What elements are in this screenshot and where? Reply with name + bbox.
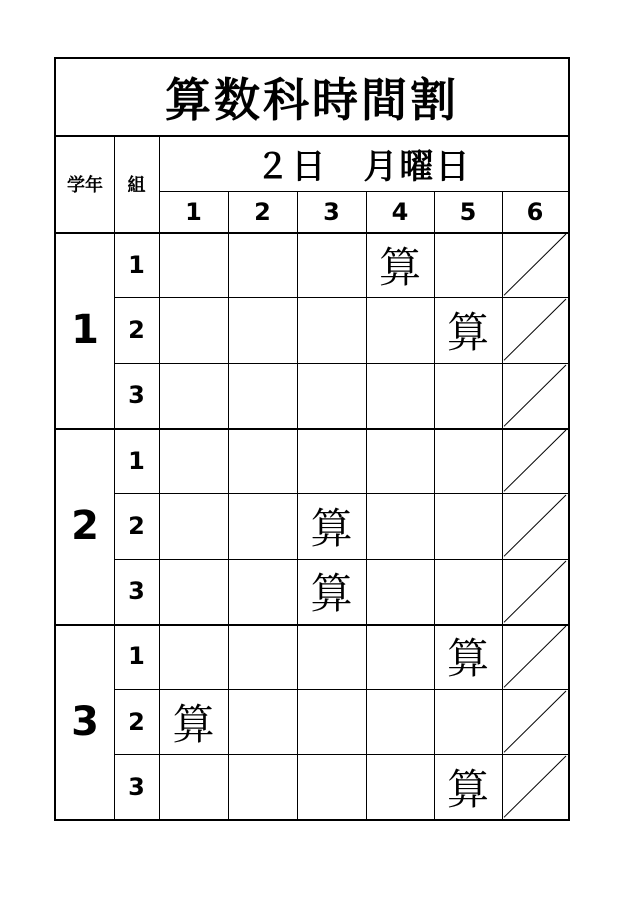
unavailable-slash: [502, 363, 568, 428]
timetable-cell: [228, 559, 297, 624]
timetable-cell: [366, 363, 434, 428]
timetable-cell: 算: [446, 307, 489, 357]
timetable-title: 算数科時間割: [165, 73, 459, 127]
period-header: 6: [526, 197, 544, 226]
period-header: 5: [459, 197, 477, 226]
timetable-cell: [366, 297, 434, 362]
timetable-cell: [159, 232, 228, 297]
class-header: 組: [127, 174, 146, 196]
timetable-cell: [159, 559, 228, 624]
unavailable-slash: [502, 624, 568, 689]
timetable-cell: [228, 232, 297, 297]
timetable-cell: [228, 754, 297, 819]
timetable-cell: [297, 689, 366, 754]
timetable-cell: [434, 232, 502, 297]
timetable-cell: 算: [446, 765, 489, 815]
timetable-cell: [228, 689, 297, 754]
unavailable-slash: [502, 493, 568, 558]
timetable-cell: 算: [310, 569, 353, 619]
timetable-cell: [366, 624, 434, 689]
timetable-cell: [159, 493, 228, 558]
unavailable-slash: [502, 559, 568, 624]
class-label: 3: [128, 577, 145, 606]
timetable-cell: [434, 559, 502, 624]
timetable-cell: [159, 297, 228, 362]
unavailable-slash: [502, 754, 568, 819]
timetable-cell: [297, 624, 366, 689]
period-header: 1: [185, 197, 202, 226]
timetable-cell: [228, 493, 297, 558]
timetable-cell: [366, 689, 434, 754]
class-label: 1: [128, 250, 145, 279]
timetable-cell: 算: [378, 242, 421, 292]
timetable-cell: [228, 297, 297, 362]
timetable-cell: [366, 493, 434, 558]
timetable-cell: [297, 363, 366, 428]
unavailable-slash: [502, 297, 568, 362]
grade-header: 学年: [67, 174, 103, 196]
timetable-cell: [366, 428, 434, 493]
timetable-cell: [434, 428, 502, 493]
unavailable-slash: [502, 689, 568, 754]
date-header: ２日 月曜日: [255, 146, 472, 187]
timetable-cell: [159, 363, 228, 428]
class-label: 2: [128, 511, 145, 540]
timetable-cell: [297, 297, 366, 362]
class-label: 3: [128, 773, 145, 802]
timetable-cell: [228, 428, 297, 493]
timetable-cell: [297, 754, 366, 819]
timetable-cell: [228, 624, 297, 689]
timetable-cell: [366, 754, 434, 819]
timetable-cell: [434, 689, 502, 754]
timetable-cell: [159, 754, 228, 819]
class-label: 2: [128, 315, 145, 344]
unavailable-slash: [502, 232, 568, 297]
timetable-cell: [366, 559, 434, 624]
timetable-cell: [434, 493, 502, 558]
period-header: 4: [391, 197, 409, 226]
timetable-cell: [434, 363, 502, 428]
timetable-cell: [297, 232, 366, 297]
timetable-cell: 算: [310, 503, 353, 553]
timetable-cell: [228, 363, 297, 428]
class-label: 3: [128, 381, 145, 410]
timetable-cell: [297, 428, 366, 493]
timetable-cell: 算: [446, 634, 489, 684]
timetable-cell: [159, 428, 228, 493]
class-label: 1: [128, 446, 145, 475]
unavailable-slash: [502, 428, 568, 493]
timetable-cell: [159, 624, 228, 689]
grade-label: 3: [71, 698, 99, 745]
timetable-sheet: [54, 57, 570, 821]
grade-label: 2: [71, 502, 99, 549]
grade-label: 1: [71, 306, 99, 353]
period-header: 2: [254, 197, 271, 226]
class-label: 1: [128, 642, 145, 671]
timetable-cell: 算: [172, 699, 215, 749]
class-label: 2: [128, 707, 145, 736]
period-header: 3: [323, 197, 340, 226]
